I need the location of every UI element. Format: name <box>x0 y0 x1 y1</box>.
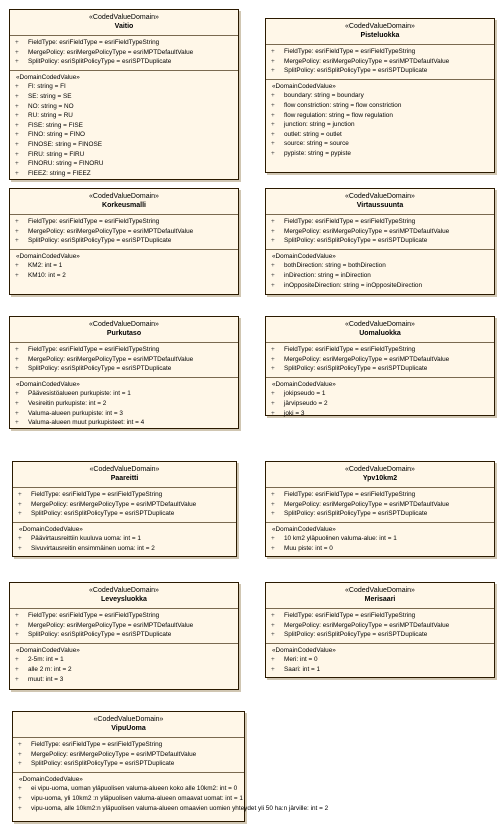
coded-value-line <box>10 150 238 160</box>
attribute-line <box>13 740 244 750</box>
visibility-marker: + <box>18 544 22 552</box>
visibility-marker: + <box>271 92 275 100</box>
domain-name: Merisaari <box>364 596 396 603</box>
visibility-marker: + <box>18 760 22 768</box>
domain-box-ypv10km2[interactable] <box>265 461 495 557</box>
domain-name: Ypv10km2 <box>362 475 398 482</box>
domain-box-purkutaso[interactable] <box>9 316 239 429</box>
visibility-marker: + <box>15 131 19 139</box>
attribute-line <box>10 345 238 355</box>
coded-value-line <box>266 665 494 675</box>
domain-box-vaitio[interactable] <box>9 9 239 180</box>
coded-value-text: bothDirection: string = bothDirection <box>284 262 386 270</box>
visibility-marker: + <box>15 621 19 629</box>
visibility-marker: + <box>271 130 275 138</box>
attribute-section <box>13 738 244 773</box>
coded-value-line <box>10 399 238 409</box>
visibility-marker: + <box>271 262 275 270</box>
coded-value-text: Valuma-alueen muut purkupisteet: int = 4 <box>28 419 145 427</box>
box-header <box>266 583 494 609</box>
visibility-marker: + <box>15 631 19 639</box>
coded-value-line <box>13 784 244 794</box>
stereotype-label: «CodedValueDomain» <box>89 321 159 328</box>
attribute-text: FieldType: esriFieldType = esriFieldTypeString <box>28 218 160 225</box>
attribute-section <box>10 609 238 644</box>
attribute-line <box>266 611 494 621</box>
section-title: «DomainCodedValue» <box>16 380 80 388</box>
attribute-text: FieldType: esriFieldType = esriFieldTypeString <box>28 39 160 46</box>
coded-value-section <box>266 523 494 557</box>
domain-name: Paareitti <box>110 475 139 482</box>
visibility-marker: + <box>271 111 275 119</box>
attribute-line <box>266 345 494 355</box>
attribute-line <box>10 57 238 67</box>
attribute-line <box>10 38 238 48</box>
coded-value-text: järvipseudo = 2 <box>284 399 328 407</box>
box-header <box>266 19 494 45</box>
section-title: «DomainCodedValue» <box>19 775 83 783</box>
attribute-text: FieldType: esriFieldType = esriFieldTypeString <box>28 612 160 619</box>
attribute-section <box>266 609 494 644</box>
attribute-section <box>10 343 238 378</box>
attribute-line <box>10 48 238 58</box>
coded-value-section <box>13 523 236 557</box>
domain-name: Purkutaso <box>106 330 142 337</box>
coded-value-line <box>266 101 494 111</box>
coded-value-line <box>266 655 494 665</box>
coded-value-line <box>266 130 494 140</box>
attribute-text: MergePolicy: esriMergePolicyType = esriMPTDefaultValue <box>284 500 450 508</box>
attribute-line <box>13 500 236 510</box>
coded-value-line <box>10 655 238 665</box>
visibility-marker: + <box>271 237 275 245</box>
box-header <box>13 712 244 738</box>
attribute-section <box>266 45 494 80</box>
domain-box-leveysluokka[interactable] <box>9 582 239 690</box>
box-header <box>10 583 238 609</box>
visibility-marker: + <box>271 500 275 508</box>
coded-value-text: joki = 3 <box>284 409 305 417</box>
coded-value-section <box>10 250 238 284</box>
visibility-marker: + <box>271 121 275 129</box>
coded-value-line <box>10 159 238 169</box>
visibility-marker: + <box>271 365 275 373</box>
coded-value-line <box>10 675 238 685</box>
coded-value-text: RU: string = RU <box>28 112 73 120</box>
stereotype-label: «CodedValueDomain» <box>345 193 415 200</box>
box-header <box>266 462 494 488</box>
attribute-text: MergePolicy: esriMergePolicyType = esriMPTDefaultValue <box>31 500 197 508</box>
attribute-text: SplitPolicy: esriSplitPolicyType = esriSPTDuplicate <box>284 67 428 75</box>
attribute-section <box>266 343 494 378</box>
box-header <box>10 189 238 215</box>
visibility-marker: + <box>15 665 19 673</box>
attribute-text: FieldType: esriFieldType = esriFieldTypeString <box>284 491 416 498</box>
coded-value-text: boundary: string = boundary <box>284 92 364 100</box>
attribute-line <box>266 355 494 365</box>
visibility-marker: + <box>15 58 19 66</box>
coded-value-text: Valuma-alueen purkupiste: int = 3 <box>28 409 123 417</box>
attribute-section <box>10 215 238 250</box>
coded-value-text: flow regulation: string = flow regulation <box>284 111 393 119</box>
coded-value-line <box>266 544 494 554</box>
visibility-marker: + <box>271 48 275 55</box>
coded-value-line <box>10 665 238 675</box>
stereotype-label: «CodedValueDomain» <box>89 193 159 200</box>
coded-value-line <box>10 130 238 140</box>
coded-value-line <box>13 804 329 814</box>
attribute-section <box>13 488 236 523</box>
attribute-text: SplitPolicy: esriSplitPolicyType = esriSPTDuplicate <box>28 237 172 245</box>
coded-value-text: outlet: string = outlet <box>284 130 342 138</box>
coded-value-line <box>10 102 238 112</box>
coded-value-text: NO: string = NO <box>28 102 74 110</box>
visibility-marker: + <box>15 271 19 279</box>
section-title: «DomainCodedValue» <box>272 525 336 533</box>
attribute-line <box>266 500 494 510</box>
domain-name: Korkeusmalli <box>102 202 146 209</box>
section-title: «DomainCodedValue» <box>272 82 336 90</box>
attribute-section <box>266 215 494 250</box>
stereotype-label: «CodedValueDomain» <box>345 321 415 328</box>
visibility-marker: + <box>15 112 19 120</box>
visibility-marker: + <box>18 500 22 508</box>
coded-value-text: FISE: string = FISE <box>28 121 83 129</box>
domain-box-paareitti[interactable] <box>12 461 237 557</box>
attribute-line <box>10 236 238 246</box>
domain-box-vipuuoma[interactable] <box>12 711 329 822</box>
visibility-marker: + <box>15 237 19 245</box>
visibility-marker: + <box>15 48 19 56</box>
visibility-marker: + <box>15 675 19 683</box>
coded-value-line <box>266 120 494 130</box>
attribute-line <box>10 355 238 365</box>
coded-value-text: FINORU: string = FINORU <box>28 160 104 168</box>
visibility-marker: + <box>18 741 22 748</box>
visibility-marker: + <box>15 419 19 427</box>
attribute-line <box>266 47 494 57</box>
visibility-marker: + <box>271 140 275 148</box>
section-title: «DomainCodedValue» <box>16 252 80 260</box>
visibility-marker: + <box>271 218 275 225</box>
coded-value-section <box>266 378 494 421</box>
domain-name: Pisteluokka <box>360 32 400 39</box>
coded-value-text: FINOSE: string = FINOSE <box>28 140 103 148</box>
domain-box-virtaussuunta[interactable] <box>265 188 495 295</box>
attribute-text: FieldType: esriFieldType = esriFieldTypeString <box>28 346 160 353</box>
coded-value-section <box>266 80 494 162</box>
domain-name: Leveysluokka <box>101 596 147 603</box>
section-title: «DomainCodedValue» <box>272 380 336 388</box>
coded-value-text: KM2: int = 1 <box>28 262 63 270</box>
coded-value-section <box>13 773 329 816</box>
coded-value-section <box>10 644 238 687</box>
attribute-text: SplitPolicy: esriSplitPolicyType = esriSPTDuplicate <box>284 365 428 373</box>
coded-value-text: FI: string = FI <box>28 83 66 91</box>
coded-value-section <box>10 71 238 182</box>
stereotype-label: «CodedValueDomain» <box>89 466 160 473</box>
coded-value-text: Sivuvirtausreitin ensimmäinen uoma: int = 2 <box>31 544 155 552</box>
visibility-marker: + <box>15 92 19 100</box>
attribute-text: MergePolicy: esriMergePolicyType = esriMPTDefaultValue <box>284 57 450 65</box>
coded-value-section <box>266 644 494 678</box>
coded-value-line <box>10 92 238 102</box>
attribute-section <box>266 488 494 523</box>
box-header <box>266 317 494 343</box>
visibility-marker: + <box>18 794 22 802</box>
attribute-line <box>13 509 236 519</box>
coded-value-line <box>10 261 238 271</box>
coded-value-line <box>266 271 494 281</box>
coded-value-line <box>266 261 494 271</box>
visibility-marker: + <box>15 346 19 353</box>
coded-value-text: FINO: string = FINO <box>28 131 85 139</box>
coded-value-line <box>10 140 238 150</box>
attribute-line <box>266 57 494 67</box>
coded-value-section <box>10 378 238 431</box>
attribute-text: FieldType: esriFieldType = esriFieldTypeString <box>31 491 163 498</box>
visibility-marker: + <box>271 491 275 498</box>
visibility-marker: + <box>18 510 22 518</box>
visibility-marker: + <box>15 399 19 407</box>
attribute-text: MergePolicy: esriMergePolicyType = esriMPTDefaultValue <box>284 621 450 629</box>
attribute-text: FieldType: esriFieldType = esriFieldTypeString <box>284 48 416 55</box>
visibility-marker: + <box>15 409 19 417</box>
visibility-marker: + <box>15 140 19 148</box>
coded-value-text: SE: string = SE <box>28 92 72 100</box>
coded-value-text: 2-5m: int = 1 <box>28 656 64 664</box>
visibility-marker: + <box>18 491 22 498</box>
attribute-text: FieldType: esriFieldType = esriFieldTypeString <box>284 218 416 225</box>
attribute-line <box>10 630 238 640</box>
attribute-line <box>266 236 494 246</box>
stereotype-label: «CodedValueDomain» <box>93 716 164 723</box>
domain-name: Vaitio <box>114 23 134 30</box>
visibility-marker: + <box>271 67 275 75</box>
visibility-marker: + <box>18 750 22 758</box>
domain-box-korkeusmalli[interactable] <box>9 188 239 295</box>
attribute-line <box>266 621 494 631</box>
attribute-line <box>10 621 238 631</box>
attribute-line <box>266 217 494 227</box>
attribute-text: SplitPolicy: esriSplitPolicyType = esriSPTDuplicate <box>284 237 428 245</box>
section-title: «DomainCodedValue» <box>16 646 80 654</box>
coded-value-line <box>10 271 238 281</box>
visibility-marker: + <box>271 399 275 407</box>
coded-value-text: Vesireitin purkupiste: int = 2 <box>28 399 107 407</box>
attribute-line <box>10 364 238 374</box>
attribute-line <box>13 759 244 769</box>
visibility-marker: + <box>15 121 19 129</box>
visibility-marker: + <box>15 656 19 664</box>
visibility-marker: + <box>271 631 275 639</box>
attribute-text: MergePolicy: esriMergePolicyType = esriMPTDefaultValue <box>31 750 197 758</box>
visibility-marker: + <box>18 785 22 793</box>
coded-value-line <box>266 389 494 399</box>
attribute-line <box>10 227 238 237</box>
coded-value-line <box>266 91 494 101</box>
coded-value-line <box>10 389 238 399</box>
visibility-marker: + <box>15 365 19 373</box>
visibility-marker: + <box>271 57 275 65</box>
visibility-marker: + <box>15 169 19 177</box>
coded-value-text: Saari: int = 1 <box>284 665 321 673</box>
domain-box-uomaluokka[interactable] <box>265 316 495 416</box>
attribute-text: SplitPolicy: esriSplitPolicyType = esriSPTDuplicate <box>28 631 172 639</box>
attribute-line <box>266 227 494 237</box>
coded-value-text: vipu-uoma, alle 10km2:n yläpuolisen valuma-alueen omaavien uomien yhteydet yli 50 ha:n järville: int = 2 <box>31 804 329 812</box>
stereotype-label: «CodedValueDomain» <box>345 466 415 473</box>
visibility-marker: + <box>271 281 275 289</box>
coded-value-text: Päävesistöalueen purkupiste: int = 1 <box>28 390 131 398</box>
box-header <box>266 189 494 215</box>
visibility-marker: + <box>271 510 275 518</box>
attribute-text: SplitPolicy: esriSplitPolicyType = esriSPTDuplicate <box>284 631 428 639</box>
stereotype-label: «CodedValueDomain» <box>89 587 159 594</box>
attribute-text: MergePolicy: esriMergePolicyType = esriMPTDefaultValue <box>28 355 194 363</box>
visibility-marker: + <box>271 227 275 235</box>
domain-box-merisaari[interactable] <box>265 582 495 678</box>
visibility-marker: + <box>271 656 275 664</box>
attribute-text: MergePolicy: esriMergePolicyType = esriMPTDefaultValue <box>28 621 194 629</box>
coded-value-text: vipu-uoma, yli 10km2 :n yläpuolisen valuma-alueen omaavat uomat: int = 1 <box>31 794 243 802</box>
coded-value-text: alle 2 m: int = 2 <box>28 665 72 673</box>
box-header <box>13 462 236 488</box>
visibility-marker: + <box>18 804 22 812</box>
visibility-marker: + <box>271 612 275 619</box>
visibility-marker: + <box>271 535 275 543</box>
coded-value-line <box>13 534 236 544</box>
coded-value-line <box>10 418 238 428</box>
attribute-text: FieldType: esriFieldType = esriFieldTypeString <box>284 346 416 353</box>
visibility-marker: + <box>15 150 19 158</box>
coded-value-text: inDirection: string = inDirection <box>284 271 371 279</box>
attribute-section <box>10 36 238 71</box>
box-header <box>10 10 238 36</box>
coded-value-text: FIRU: string = FIRU <box>28 150 85 158</box>
attribute-line <box>266 364 494 374</box>
attribute-text: FieldType: esriFieldType = esriFieldTypeString <box>284 612 416 619</box>
coded-value-line <box>13 794 244 804</box>
coded-value-line <box>266 149 494 159</box>
visibility-marker: + <box>271 271 275 279</box>
coded-value-text: Meri: int = 0 <box>284 656 318 664</box>
section-title: «DomainCodedValue» <box>272 252 336 260</box>
domain-name: Uomaluokka <box>359 330 401 337</box>
domain-name: VipuUoma <box>111 725 146 732</box>
attribute-text: MergePolicy: esriMergePolicyType = esriMPTDefaultValue <box>284 227 450 235</box>
visibility-marker: + <box>15 262 19 270</box>
attribute-text: MergePolicy: esriMergePolicyType = esriMPTDefaultValue <box>28 48 194 56</box>
attribute-text: SplitPolicy: esriSplitPolicyType = esriSPTDuplicate <box>31 760 175 768</box>
attribute-text: MergePolicy: esriMergePolicyType = esriMPTDefaultValue <box>28 227 194 235</box>
coded-value-text: junction: string = junction <box>284 121 355 129</box>
coded-value-line <box>10 409 238 419</box>
attribute-text: SplitPolicy: esriSplitPolicyType = esriSPTDuplicate <box>28 365 172 373</box>
coded-value-line <box>10 82 238 92</box>
coded-value-text: Muu piste: int = 0 <box>284 544 333 552</box>
domain-name: Virtaussuunta <box>356 202 404 209</box>
attribute-line <box>13 750 244 760</box>
coded-value-text: muut: int = 3 <box>28 675 64 683</box>
coded-value-text: flow constriction: string = flow constriction <box>284 101 402 109</box>
visibility-marker: + <box>271 346 275 353</box>
coded-value-line <box>13 544 236 554</box>
coded-value-section <box>266 250 494 293</box>
coded-value-line <box>266 139 494 149</box>
coded-value-line <box>266 111 494 121</box>
coded-value-line <box>266 534 494 544</box>
coded-value-text: pypiste: string = pypiste <box>284 149 351 157</box>
attribute-line <box>10 217 238 227</box>
visibility-marker: + <box>271 390 275 398</box>
visibility-marker: + <box>15 227 19 235</box>
coded-value-text: Päävirtausreittiin kuuluva uoma: int = 1 <box>31 535 141 543</box>
attribute-line <box>266 509 494 519</box>
visibility-marker: + <box>15 218 19 225</box>
domain-box-pisteluokka[interactable] <box>265 18 495 173</box>
attribute-text: SplitPolicy: esriSplitPolicyType = esriSPTDuplicate <box>31 510 175 518</box>
visibility-marker: + <box>15 102 19 110</box>
visibility-marker: + <box>18 535 22 543</box>
box-header <box>10 317 238 343</box>
coded-value-line <box>10 121 238 131</box>
stereotype-label: «CodedValueDomain» <box>89 14 159 21</box>
section-title: «DomainCodedValue» <box>19 525 83 533</box>
visibility-marker: + <box>271 355 275 363</box>
stereotype-label: «CodedValueDomain» <box>345 23 415 30</box>
coded-value-line <box>266 281 494 291</box>
visibility-marker: + <box>271 665 275 673</box>
coded-value-text: inOppositeDirection: string = inOppositeDirection <box>284 281 422 289</box>
visibility-marker: + <box>271 409 275 417</box>
attribute-text: FieldType: esriFieldType = esriFieldTypeString <box>31 741 163 748</box>
visibility-marker: + <box>271 544 275 552</box>
section-title: «DomainCodedValue» <box>272 646 336 654</box>
attribute-text: SplitPolicy: esriSplitPolicyType = esriSPTDuplicate <box>28 58 172 66</box>
visibility-marker: + <box>271 621 275 629</box>
visibility-marker: + <box>15 355 19 363</box>
attribute-line <box>13 490 236 500</box>
coded-value-text: 10 km2 yläpuolinen valuma-alue: int = 1 <box>284 535 397 543</box>
section-title: «DomainCodedValue» <box>16 73 80 81</box>
coded-value-line <box>10 169 238 179</box>
attribute-line <box>266 630 494 640</box>
attribute-line <box>266 66 494 76</box>
coded-value-text: KM10: int = 2 <box>28 271 66 279</box>
coded-value-text: jokipseudo = 1 <box>284 390 326 398</box>
coded-value-text: source: string = source <box>284 140 349 148</box>
visibility-marker: + <box>271 149 275 157</box>
coded-value-line <box>10 111 238 121</box>
visibility-marker: + <box>15 83 19 91</box>
visibility-marker: + <box>15 612 19 619</box>
visibility-marker: + <box>271 101 275 109</box>
attribute-text: SplitPolicy: esriSplitPolicyType = esriSPTDuplicate <box>284 510 428 518</box>
visibility-marker: + <box>15 160 19 168</box>
visibility-marker: + <box>15 39 19 46</box>
coded-value-line <box>266 409 494 419</box>
stereotype-label: «CodedValueDomain» <box>345 587 415 594</box>
coded-value-line <box>266 399 494 409</box>
coded-value-text: FIEEZ: string = FIEEZ <box>28 169 91 177</box>
attribute-line <box>10 611 238 621</box>
coded-value-text: ei vipu-uoma, uoman yläpuolisen valuma-alueen koko alle 10km2: int = 0 <box>31 785 238 793</box>
attribute-line <box>266 490 494 500</box>
attribute-text: MergePolicy: esriMergePolicyType = esriMPTDefaultValue <box>284 355 450 363</box>
visibility-marker: + <box>15 390 19 398</box>
